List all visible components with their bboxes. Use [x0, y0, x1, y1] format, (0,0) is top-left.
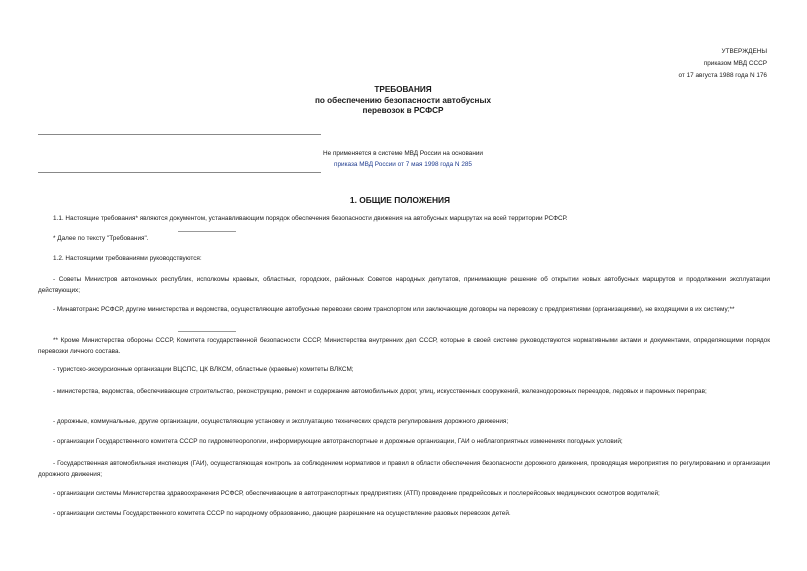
paragraph: - туристско-экскурсионные организации ВЦСПС, ЦК ВЛКСМ, областные (краевые) комитеты ВЛКСМ;	[53, 366, 354, 373]
footnote-divider	[178, 231, 236, 232]
paragraph: - организации системы Государственного комитета СССР по народному образованию, дающие разрешение на осуществление разовых перевозок детей.	[53, 510, 511, 517]
title-line: перевозок в РСФСР	[362, 106, 444, 115]
footnote: * Далее по тексту "Требования".	[53, 235, 149, 242]
paragraph: - Государственная автомобильная инспекция (ГАИ), осуществляющая контроль за соблюдением нормативов и правил в области обеспечения безопасности дорожного движения, проводящая мероприятия по регулированию и организации дорожного движения;	[38, 460, 770, 478]
approval-line: от 17 августа 1988 года N 176	[678, 72, 767, 79]
paragraph: - Советы Министров автономных республик, исполкомы краевых, областных, городских, районных Советов народных депутатов, принимающие решение об открытии новых автобусных маршрутов и продолжении эксплуатации действующих;	[38, 276, 770, 294]
paragraph: - дорожные, коммунальные, другие организации, осуществляющие установку и эксплуатацию технических средств регулирования дорожного движения;	[53, 418, 509, 425]
approval-block	[679, 46, 768, 82]
note-link[interactable]: приказа МВД России от 7 мая 1998 года N 285	[334, 161, 472, 168]
footnote-divider	[178, 331, 236, 332]
paragraph: - Минавтотранс РСФСР, другие министерства и ведомства, осуществляющие автобусные перевозки своим транспортом или заключающие договоры на перевозку с предприятиями (организациями), не входящими в их систему;**	[53, 306, 735, 313]
approval-line: УТВЕРЖДЕНЫ	[721, 48, 767, 55]
paragraph: - организации системы Министерства здравоохранения РСФСР, обеспечивающие в автотранспортных предприятиях (АТП) проведение предрейсовых и послерейсовых медицинских осмотров водителей;	[53, 490, 660, 497]
note-text: Не применяется в системе МВД России на основании	[323, 150, 483, 157]
divider	[38, 134, 321, 135]
approval-line: приказом МВД СССР	[703, 60, 767, 67]
divider	[38, 172, 321, 173]
document-title	[290, 85, 516, 117]
title-line: ТРЕБОВАНИЯ	[374, 85, 432, 94]
paragraph: - организации Государственного комитета СССР по гидрометеорологии, информирующие автотранспортные и дорожные организации, ГАИ о неблагоприятных изменениях погодных условий;	[53, 438, 623, 445]
status-note	[290, 148, 516, 170]
title-line: по обеспечению безопасности автобусных	[314, 95, 492, 105]
paragraph: - министерства, ведомства, обеспечивающие строительство, реконструкцию, ремонт и содержание автомобильных дорог, улиц, искусственных сооружений, железнодорожных переездов, ледовых и паромных переправ;	[53, 388, 707, 395]
section-title: 1. ОБЩИЕ ПОЛОЖЕНИЯ	[349, 195, 451, 205]
paragraph: 1.2. Настоящими требованиями руководствуются:	[53, 255, 202, 262]
paragraph: 1.1. Настоящие требования* являются документом, устанавливающим порядок обеспечения безопасности движения на автобусных маршрутах на всей территории РСФСР.	[53, 215, 568, 222]
footnote: ** Кроме Министерства обороны СССР, Комитета государственной безопасности СССР, Министерства внутренних дел СССР, которые в своей системе руководствуются нормативными актами и документами, определяющими порядок перевозки личного состава.	[38, 337, 770, 355]
